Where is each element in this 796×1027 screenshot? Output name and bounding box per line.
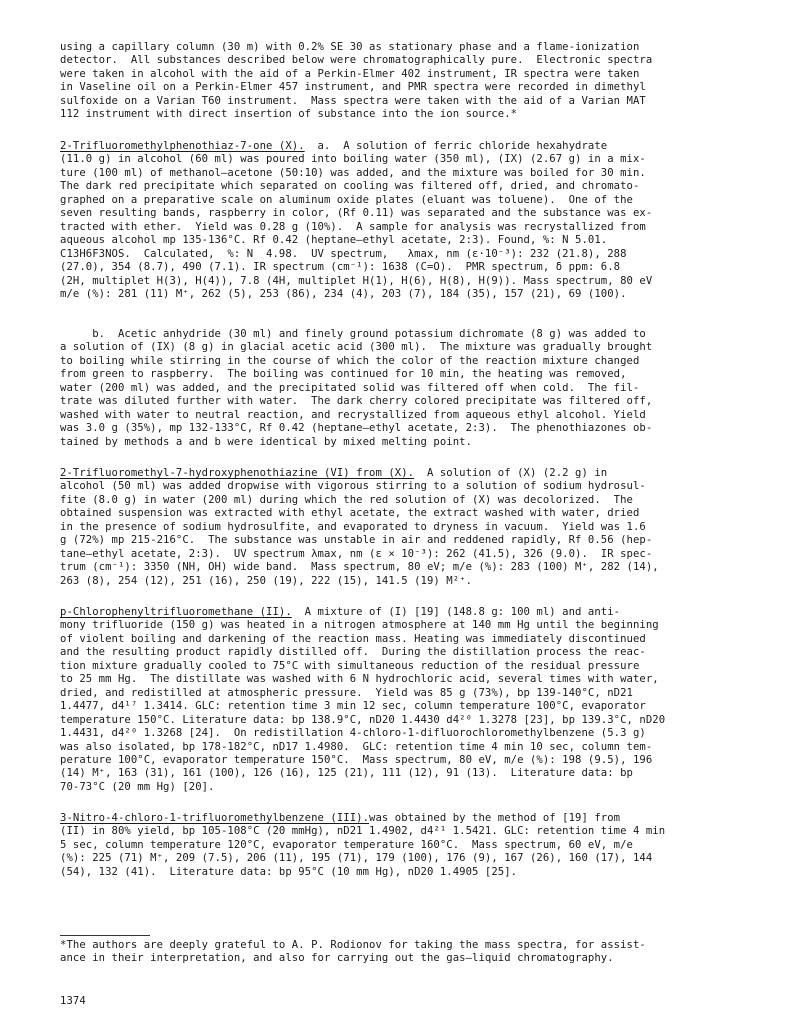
paragraph-line: was also isolated, bp 178-182°C, nD17 1.4980. GLC: retention time 4 min 10 sec, column tem- xyxy=(60,740,653,753)
paragraph-line: a solution of (IX) (8 g) in glacial acetic acid (300 ml). The mixture was gradually brought xyxy=(60,341,653,354)
paragraph-text: A solution of (X) (2.2 g) in xyxy=(414,467,608,479)
paragraph-text: a. A solution of ferric chloride hexahydrate xyxy=(304,140,608,152)
paragraph-line: to 25 mm Hg. The distillate was washed with 6 N hydrochloric acid, several times with water, xyxy=(60,673,659,686)
paragraph-line: to boiling while stirring in the course of which the color of the reaction mixture changed xyxy=(60,354,640,367)
page-number: 1374 xyxy=(60,995,86,1007)
paragraph-line: (2H, multiplet H(3), H(4)), 7.8 (4H, multiplet H(1), H(6), H(8), H(9)). Mass spectrum, 80 eV xyxy=(60,274,653,287)
paragraph-line: (27.0), 354 (8.7), 490 (7.1). IR spectrum (cm⁻¹): 1638 (C=O). PMR spectrum, δ ppm: 6.8 xyxy=(60,261,621,274)
paragraph-line: mony trifluoride (150 g) was heated in a nitrogen atmosphere at 140 mm Hg until the beginning xyxy=(60,619,659,632)
paragraph-line: ture (100 ml) of methanol—acetone (50:10) was added, and the mixture was boiled for 30 min. xyxy=(60,166,646,179)
paragraph-line: b. Acetic anhydride (30 ml) and finely ground potassium dichromate (8 g) was added to xyxy=(60,328,646,340)
section-heading: 2-Trifluoromethyl-7-hydroxyphenothiazine (VI) from (X). xyxy=(60,467,415,479)
paragraph-line: (54), 132 (41). Literature data: bp 95°C (10 mm Hg), nD20 1.4905 [25]. xyxy=(60,865,518,878)
paragraph-line: of violent boiling and darkening of the reaction mass. Heating was immediately discontinued xyxy=(60,632,646,645)
paragraph-line: obtained suspension was extracted with ethyl acetate, the extract washed with water, dried xyxy=(60,507,640,520)
section-heading: 2-Trifluoromethylphenothiaz-7-one (X). xyxy=(60,140,305,152)
paragraph-line xyxy=(60,467,607,480)
paragraph-line: 112 instrument with direct insertion of substance into the ion source.* xyxy=(60,108,518,121)
paragraph-line: trate was diluted further with water. The dark cherry colored precipitate was filtered off, xyxy=(60,395,653,408)
section-heading: p-Chlorophenyltrifluoromethane (II). xyxy=(60,606,292,618)
paragraph-line: in the presence of sodium hydrosulfite, and evaporated to dryness in vacuum. Yield was 1.6 xyxy=(60,520,646,533)
paragraph-line: The dark red precipitate which separated on cooling was filtered off, dried, and chromato- xyxy=(60,180,640,193)
paragraph-line: sulfoxide on a Varian T60 instrument. Mass spectra were taken with the aid of a Varian MAT xyxy=(60,94,646,107)
paragraph-line: 5 sec, column temperature 120°C, evaporator temperature 160°C. Mass spectrum, 60 eV, m/e xyxy=(60,838,633,851)
paragraph-line: tained by methods a and b were identical by mixed melting point. xyxy=(60,435,473,448)
paragraph-text: A mixture of (I) [19] (148.8 g: 100 ml) and anti- xyxy=(291,606,621,618)
paragraph-line: (II) in 80% yield, bp 105-108°C (20 mmHg), nD21 1.4902, d4²¹ 1.5421. GLC: retention time 4 min xyxy=(60,825,666,838)
paragraph-line: trum (cm⁻¹): 3350 (NH, OH) wide band. Mass spectrum, 80 eV; m/e (%): 283 (100) M⁺, 282 (14), xyxy=(60,561,659,574)
paragraph-line: C13H6F3NOS. Calculated, %: N 4.98. UV spectrum, λmax, nm (ε·10⁻³): 232 (21.8), 288 xyxy=(60,247,627,260)
paragraph-line: (%): 225 (71) M⁺, 209 (7.5), 206 (11), 195 (71), 179 (100), 176 (9), 167 (26), 160 (17), 144 xyxy=(60,852,653,865)
paragraph-line: tracted with ether. Yield was 0.28 g (10%). A sample for analysis was recrystallized from xyxy=(60,220,646,233)
section-heading: 3-Nitro-4-chloro-1-trifluoromethylbenzene (III). xyxy=(60,812,370,824)
paragraph-line: seven resulting bands, raspberry in color, (Rf 0.11) was separated and the substance was ex- xyxy=(60,207,653,220)
paragraph-line: (11.0 g) in alcohol (60 ml) was poured into boiling water (350 ml), (IX) (2.67 g) in a mix- xyxy=(60,153,646,166)
paragraph-line: 1.4477, d4¹⁷ 1.3414. GLC: retention time 3 min 12 sec, column temperature 100°C, evaporator xyxy=(60,700,646,713)
paragraph-line: 263 (8), 254 (12), 251 (16), 250 (19), 222 (15), 141.5 (19) M²⁺. xyxy=(60,574,473,587)
paragraph-line: alcohol (50 ml) was added dropwise with vigorous stirring to a solution of sodium hydrosul- xyxy=(60,480,646,493)
paragraph-line: 1.4431, d4²⁰ 1.3268 [24]. On redistillation 4-chloro-1-difluorochloromethylbenzene (5.3 g) xyxy=(60,727,646,740)
footnote-line: *The authors are deeply grateful to A. P. Rodionov for taking the mass spectra, for assist- xyxy=(60,939,646,951)
paragraph-line: graphed on a preparative scale on aluminum oxide plates (eluant was toluene). One of the xyxy=(60,193,633,206)
paragraph-line: 70-73°C (20 mm Hg) [20]. xyxy=(60,780,215,793)
paragraph-line: were taken in alcohol with the aid of a Perkin-Elmer 402 instrument, IR spectra were taken xyxy=(60,67,640,80)
paragraph-line: m/e (%): 281 (11) M⁺, 262 (5), 253 (86), 234 (4), 203 (7), 184 (35), 157 (21), 69 (100). xyxy=(60,287,627,300)
paragraph-line xyxy=(60,606,620,619)
footnote-rule xyxy=(60,935,150,936)
footnote-line: ance in their interpretation, and also for carrying out the gas—liquid chromatography. xyxy=(60,952,614,964)
paragraph-line xyxy=(60,812,620,825)
paragraph-line: and the resulting product rapidly distilled off. During the distillation process the reac- xyxy=(60,646,646,659)
paragraph-line: aqueous alcohol mp 135-136°C. Rf 0.42 (heptane—ethyl acetate, 2:3). Found, %: N 5.01. xyxy=(60,234,608,247)
paragraph-line: temperature 150°C. Literature data: bp 138.9°C, nD20 1.4430 d4²⁰ 1.3278 [23], bp 139.3°C, nD20 xyxy=(60,713,666,726)
paragraph-line: from green to raspberry. The boiling was continued for 10 min, the heating was removed, xyxy=(60,368,627,381)
paragraph-line: detector. All substances described below were chromatographically pure. Electronic spectra xyxy=(60,54,653,67)
paragraph-line: g (72%) mp 215-216°C. The substance was unstable in air and reddened rapidly, Rf 0.56 (hep- xyxy=(60,534,653,547)
paragraph-line: fite (8.0 g) in water (200 ml) during which the red solution of (X) was decolorized. The xyxy=(60,493,633,506)
paragraph-line xyxy=(60,140,607,153)
paragraph-line: (14) M⁺, 163 (31), 161 (100), 126 (16), 125 (21), 111 (12), 91 (13). Literature data: bp xyxy=(60,767,633,780)
paragraph-line: in Vaseline oil on a Perkin-Elmer 457 instrument, and PMR spectra were recorded in dimethyl xyxy=(60,81,646,94)
paragraph-line: tion mixture gradually cooled to 75°C with simultaneous reduction of the residual pressure xyxy=(60,659,640,672)
paragraph-line: perature 100°C, evaporator temperature 150°C. Mass spectrum, 80 eV, m/e (%): 198 (9.5), 196 xyxy=(60,753,653,766)
paragraph-line: tane—ethyl acetate, 2:3). UV spectrum λmax, nm (ε × 10⁻³): 262 (41.5), 326 (9.0). IR spec- xyxy=(60,547,653,560)
paragraph-line: was 3.0 g (35%), mp 132-133°C, Rf 0.42 (heptane—ethyl acetate, 2:3). The phenothiazones ob- xyxy=(60,422,653,435)
paragraph-line: water (200 ml) was added, and the precipitated solid was filtered off when cold. The fil- xyxy=(60,381,640,394)
paragraph-line: washed with water to neutral reaction, and recrystallized from aqueous ethyl alcohol. Yield xyxy=(60,408,646,421)
paragraph-text: was obtained by the method of [19] from xyxy=(369,812,621,824)
paragraph-line: dried, and redistilled at atmospheric pressure. Yield was 85 g (73%), bp 139-140°C, nD21 xyxy=(60,686,633,699)
paragraph-line: using a capillary column (30 m) with 0.2% SE 30 as stationary phase and a flame-ionization xyxy=(60,41,640,53)
